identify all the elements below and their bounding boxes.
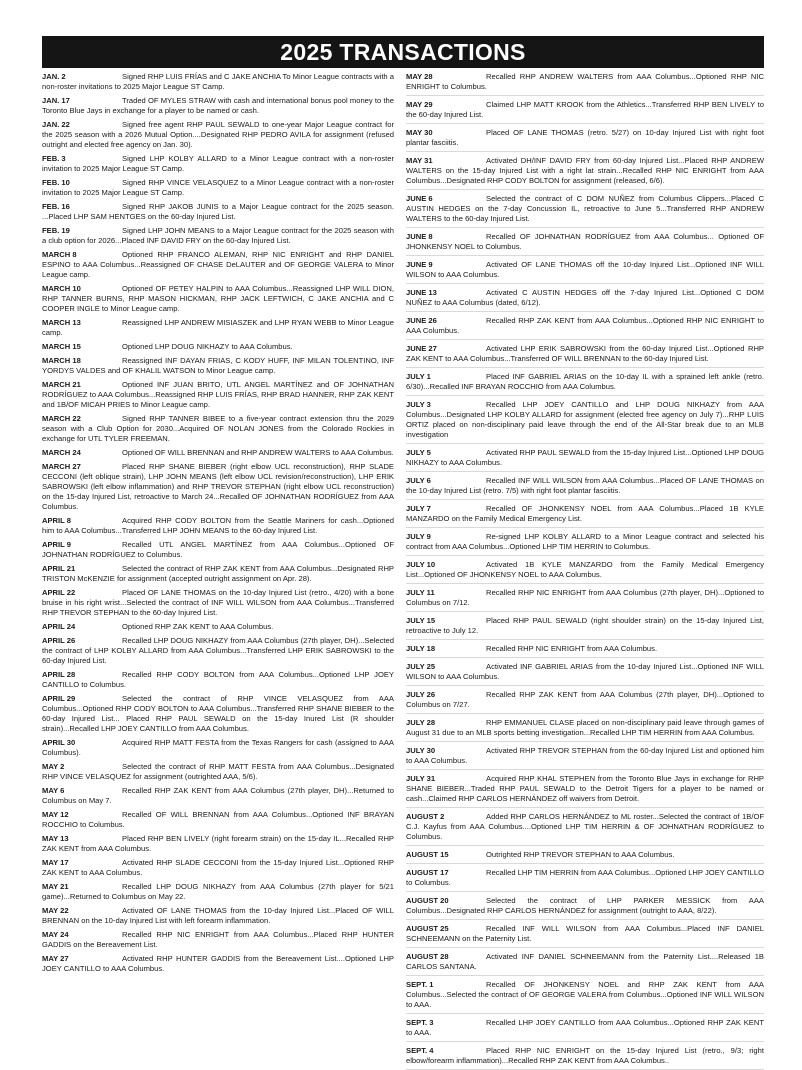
transaction-date: MAY 22 — [42, 906, 69, 915]
transaction-text: Recalled OF WILL BRENNAN from AAA Columbus...Optioned INF BRAYAN ROCCHIO to Columbus. — [42, 810, 394, 829]
transaction-text: Signed LHP JOHN MEANS to a Major League contract for the 2025 season with a club option for 2026...Placed INF DAVID FRY on the 60-day Injured List. — [42, 226, 394, 245]
transaction-text: Reassigned INF DAYAN FRIAS, C KODY HUFF, INF MILAN TOLENTINO, INF YORDYS VALDES and OF KHALIL WATSON to Minor League camp. — [42, 356, 394, 375]
transaction-date: JUNE 9 — [406, 260, 433, 269]
transaction-date: JUNE 8 — [406, 232, 433, 241]
transaction-entry — [42, 318, 394, 340]
transaction-date: JULY 28 — [406, 718, 436, 727]
transaction-date: SEPT. 4 — [406, 1046, 434, 1055]
transaction-date: MARCH 27 — [42, 462, 81, 471]
transaction-entry — [406, 644, 764, 658]
transaction-date: JULY 9 — [406, 532, 431, 541]
transaction-date: JUNE 27 — [406, 344, 437, 353]
transaction-entry — [406, 616, 764, 640]
transaction-entry — [42, 738, 394, 760]
transaction-entry — [406, 232, 764, 256]
transaction-date: MAY 27 — [42, 954, 69, 963]
transaction-date: AUGUST 15 — [406, 850, 449, 859]
transaction-date: APRIL 9 — [42, 540, 71, 549]
transaction-text: Activated DH/INF DAVID FRY from 60-day Injured List...Placed RHP ANDREW WALTERS on the 15-day Injured List with a right lat strain...Recalled RHP NIC ENRIGHT from AAA Columbus...Designated RHP CODY BOLTON for assignment (released, 6/6). — [406, 156, 764, 185]
transaction-text: Activated RHP SLADE CECCONI from the 15-day Injured List...Optioned RHP ZAK KENT to AAA Columbus. — [42, 858, 394, 877]
transaction-entry — [42, 588, 394, 620]
transaction-entry — [406, 924, 764, 948]
transaction-date: MAY 21 — [42, 882, 69, 891]
transaction-text: Recalled OF JOHNATHAN RODRÍGUEZ from AAA Columbus... Optioned OF JHONKENSY NOEL to Columbus. — [406, 232, 764, 251]
transaction-entry — [406, 746, 764, 770]
transaction-date: AUGUST 2 — [406, 812, 445, 821]
transaction-date: MARCH 22 — [42, 414, 81, 423]
transaction-entry — [406, 588, 764, 612]
transaction-text: Recalled LHP DOUG NIKHAZY from AAA Columbus (27th player, DH)...Selected the contract of LHP KOLBY ALLARD from AAA Columbus...Transferred LHP ERIK SABROWSKI to the 60-day Injured List. — [42, 636, 394, 665]
transaction-text: Recalled UTL ANGEL MARTÍNEZ from AAA Columbus...Optioned OF JOHNATHAN RODRÍGUEZ to Columbus. — [42, 540, 394, 559]
transaction-text: Re-signed LHP KOLBY ALLARD to a Minor League contract and selected his contract from AAA Columbus...Optioned LHP TIM HERRIN to Columbus. — [406, 532, 764, 551]
transaction-text: Selected the contract of LHP PARKER MESSICK from AAA Columbus...Designated RHP CARLOS HERNÁNDEZ for assignment (outright to AAA, 8/22). — [406, 896, 764, 915]
transaction-date: JUNE 6 — [406, 194, 433, 203]
transaction-date: MARCH 13 — [42, 318, 81, 327]
transaction-date: MARCH 21 — [42, 380, 81, 389]
transactions-column-left — [42, 72, 394, 1012]
transaction-entry — [406, 156, 764, 190]
transaction-entry — [42, 540, 394, 562]
transaction-entry — [406, 850, 764, 864]
transaction-date: MARCH 15 — [42, 342, 81, 351]
transaction-text: Acquired RHP KHAL STEPHEN from the Toronto Blue Jays in exchange for RHP SHANE BIEBER...Traded RHP PAUL SEWALD to the Detroit Tigers for a player to be named or cash...Claimed RHP CARLOS HERNÁNDEZ off waivers from Detroit. — [406, 774, 764, 803]
transaction-text: Optioned LHP DOUG NIKHAZY to AAA Columbus. — [122, 342, 293, 351]
transaction-date: JULY 26 — [406, 690, 436, 699]
transaction-date: MAY 13 — [42, 834, 69, 843]
transaction-date: MAY 17 — [42, 858, 69, 867]
transaction-date: AUGUST 17 — [406, 868, 449, 877]
transaction-text: Added RHP CARLOS HERNÁNDEZ to ML roster...Selected the contract of 1B/OF C.J. Kayfus from AAA Columbus....Optioned LHP TIM HERRIN & OF JOHNATHAN RODRÍGUEZ to Columbus. — [406, 812, 764, 841]
transaction-entry — [406, 662, 764, 686]
transaction-text: Acquired RHP MATT FESTA from the Texas Rangers for cash (assigned to AAA Columbus). — [42, 738, 394, 757]
transaction-date: MARCH 10 — [42, 284, 81, 293]
transaction-text: Activated OF LANE THOMAS from the 10-day Injured List...Placed OF WILL BRENNAN on the 10-day Injured List with left forearm inflammation. — [42, 906, 394, 925]
transaction-date: APRIL 8 — [42, 516, 71, 525]
transaction-entry — [406, 690, 764, 714]
transaction-text: Acquired RHP CODY BOLTON from the Seattle Mariners for cash...Optioned him to AAA Columbus...Transferred LHP JOHN MEANS to the 60-day Injured List. — [42, 516, 394, 535]
transaction-date: FEB. 3 — [42, 154, 66, 163]
transaction-text: Recalled RHP ZAK KENT from AAA Columbus (27th player, DH)...Optioned to Columbus on 7/27. — [406, 690, 764, 709]
transaction-date: MAY 30 — [406, 128, 433, 137]
transaction-entry — [406, 1046, 764, 1070]
transaction-text: Recalled RHP CODY BOLTON from AAA Columbus...Optioned LHP JOEY CANTILLO to Columbus. — [42, 670, 394, 689]
transaction-text: Recalled LHP TIM HERRIN from AAA Columbus...Optioned LHP JOEY CANTILLO to Columbus. — [406, 868, 764, 887]
transaction-entry — [42, 954, 394, 976]
transaction-date: MAY 12 — [42, 810, 69, 819]
transaction-entry — [42, 96, 394, 118]
transaction-entry — [42, 786, 394, 808]
transaction-entry — [42, 342, 394, 354]
transaction-date: AUGUST 28 — [406, 952, 449, 961]
transaction-text: Recalled LHP JOEY CANTILLO and LHP DOUG NIKHAZY from AAA Columbus...Designated LHP KOLBY ALLARD for assignment (elected free agency on July 7)...RHP LUIS ORTIZ placed on non-disciplinary paid leave through the end of the All-Star break due to an MLB investigation — [406, 400, 764, 439]
transaction-date: JULY 15 — [406, 616, 436, 625]
transactions-column-right — [406, 72, 764, 1065]
transaction-text: Reassigned LHP ANDREW MISIASZEK and LHP RYAN WEBB to Minor League camp. — [42, 318, 394, 337]
transaction-text: Signed free agent RHP PAUL SEWALD to one-year Major League contract for the 2025 season with a 2026 Mutual Option....Designated RHP PEDRO AVILA for assignment (refused outright and elected free agency on Jan. 30). — [42, 120, 394, 149]
transaction-entry — [42, 414, 394, 446]
transaction-date: JUNE 13 — [406, 288, 437, 297]
transaction-entry — [406, 1018, 764, 1042]
transaction-entry — [406, 980, 764, 1014]
transaction-entry — [42, 762, 394, 784]
transaction-entry — [406, 128, 764, 152]
transaction-text: Signed RHP LUIS FRÍAS and C JAKE ANCHIA To Minor League contracts with a non-roster invitations to 2025 Major League ST Camp. — [42, 72, 394, 91]
transaction-date: JAN. 22 — [42, 120, 70, 129]
transaction-date: MAY 2 — [42, 762, 65, 771]
transaction-text: Selected the contract of RHP ZAK KENT from AAA Columbus...Designated RHP TRISTON McKENZIE for assignment (accepted outright assignment on Apr. 28). — [42, 564, 394, 583]
transaction-text: Placed OF LANE THOMAS (retro. 5/27) on 10-day Injured List with right foot plantar fasciitis. — [406, 128, 764, 147]
transaction-text: Recalled RHP ZAK KENT from AAA Columbus (27th player, DH)...Returned to Columbus on May 7. — [42, 786, 394, 805]
transaction-date: MAY 6 — [42, 786, 65, 795]
transaction-date: MAY 24 — [42, 930, 69, 939]
transaction-entry — [42, 516, 394, 538]
transaction-date: JULY 5 — [406, 448, 431, 457]
transaction-text: Recalled INF WILL WILSON from AAA Columbus...Placed INF DANIEL SCHNEEMANN on the Paternity List. — [406, 924, 764, 943]
transaction-text: RHP EMMANUEL CLASE placed on non-disciplinary paid leave through games of August 31 due to an MLB sports betting investigation...Recalled LHP TIM HERRIN from AAA Columbus. — [406, 718, 764, 737]
transaction-entry — [406, 718, 764, 742]
transaction-text: Selected the contract of RHP MATT FESTA from AAA Columbus...Designated RHP VINCE VELASQUEZ for assignment (outrighted AAA, 5/6). — [42, 762, 394, 781]
transaction-entry — [406, 316, 764, 340]
transaction-date: JULY 31 — [406, 774, 436, 783]
transaction-date: MARCH 18 — [42, 356, 81, 365]
transaction-entry — [42, 154, 394, 176]
transaction-text: Activated RHP HUNTER GADDIS from the Bereavement List....Optioned LHP JOEY CANTILLO to AAA Columbus. — [42, 954, 394, 973]
transaction-entry — [406, 896, 764, 920]
transaction-date: FEB. 16 — [42, 202, 70, 211]
transaction-text: Placed INF GABRIEL ARIAS on the 10-day IL with a sprained left ankle (retro. 6/30)...Recalled INF BRAYAN ROCCHIO from AAA Columbus. — [406, 372, 764, 391]
transaction-text: Claimed LHP MATT KROOK from the Athletics...Transferred RHP BEN LIVELY to the 60-day Injured List. — [406, 100, 764, 119]
transaction-text: Optioned OF WILL BRENNAN and RHP ANDREW WALTERS to AAA Columbus. — [122, 448, 394, 457]
transaction-entry — [406, 952, 764, 976]
transaction-entry — [406, 560, 764, 584]
transaction-text: Activated RHP PAUL SEWALD from the 15-day Injured List...Optioned LHP DOUG NIKHAZY to AAA Columbus. — [406, 448, 764, 467]
transaction-entry — [406, 868, 764, 892]
transaction-text: Optioned RHP ZAK KENT to AAA Columbus. — [122, 622, 274, 631]
transaction-date: MAY 28 — [406, 72, 433, 81]
transaction-text: Placed RHP PAUL SEWALD (right shoulder strain) on the 15-day Injured List, retroactive to July 12. — [406, 616, 764, 635]
transaction-text: Optioned OF PETEY HALPIN to AAA Columbus...Reassigned LHP WILL DION, RHP TANNER BURNS, RHP MASON HICKMAN, RHP JACK LEFTWICH, C JAKE ANCHIA and C COOPER INGLE to Minor League camp. — [42, 284, 394, 313]
transaction-text: Recalled RHP ZAK KENT from AAA Columbus...Optioned RHP NIC ENRIGHT to AAA Columbus. — [406, 316, 764, 335]
transaction-entry — [42, 462, 394, 514]
transaction-entry — [42, 622, 394, 634]
transaction-date: MARCH 8 — [42, 250, 77, 259]
transaction-entry — [42, 284, 394, 316]
transaction-date: JULY 3 — [406, 400, 431, 409]
transaction-text: Recalled OF JHONKENSY NOEL from AAA Columbus...Placed 1B KYLE MANZARDO on the Family Medical Emergency List. — [406, 504, 764, 523]
transaction-entry — [406, 72, 764, 96]
transaction-entry — [42, 178, 394, 200]
transaction-entry — [42, 882, 394, 904]
transaction-date: FEB. 19 — [42, 226, 70, 235]
transaction-date: JULY 7 — [406, 504, 431, 513]
transaction-text: Placed RHP BEN LIVELY (right forearm strain) on the 15-day IL...Recalled RHP ZAK KENT from AAA Columbus. — [42, 834, 394, 853]
transaction-entry — [42, 834, 394, 856]
transaction-date: JUNE 26 — [406, 316, 437, 325]
transaction-date: JAN. 17 — [42, 96, 70, 105]
transaction-entry — [42, 202, 394, 224]
transaction-date: APRIL 22 — [42, 588, 76, 597]
transaction-text: Recalled OF JHONKENSY NOEL and RHP ZAK KENT from AAA Columbus...Selected the contract of OF GEORGE VALERA from Columbus...Optioned INF WILL WILSON to AAA. — [406, 980, 764, 1009]
transaction-text: Placed OF LANE THOMAS on the 10-day Injured List (retro., 4/20) with a bone bruise in his right wrist...Selected the contract of INF WILL WILSON from AAA Columbus...Transferred RHP TREVOR STEPHAN to the 60-day Injured List. — [42, 588, 394, 617]
transaction-entry — [42, 72, 394, 94]
transaction-text: Optioned RHP FRANCO ALEMAN, RHP NIC ENRIGHT and RHP DANIEL ESPINO to AAA Columbus...Reassigned OF CHASE DeLAUTER and OF GEORGE VALERA to Minor League camp. — [42, 250, 394, 279]
transaction-date: APRIL 30 — [42, 738, 76, 747]
transaction-entry — [406, 774, 764, 808]
transaction-text: Recalled RHP NIC ENRIGHT from AAA Columbus (27th player, DH)...Optioned to Columbus on 7/12. — [406, 588, 764, 607]
transaction-text: Signed LHP KOLBY ALLARD to a Minor League contract with a non-roster invitation to 2025 Major League ST Camp. — [42, 154, 394, 173]
transaction-entry — [406, 260, 764, 284]
transaction-entry — [42, 810, 394, 832]
transaction-text: Selected the contract of C DOM NUÑEZ from Columbus Clippers...Placed C AUSTIN HEDGES on the 7-day Concussion IL, retroactive to June 5...Transferred RHP ANDREW WALTERS to the 60-day Injured List. — [406, 194, 764, 223]
transaction-entry — [406, 812, 764, 846]
transaction-entry — [42, 448, 394, 460]
transaction-entry — [406, 100, 764, 124]
transaction-date: MAY 31 — [406, 156, 433, 165]
transaction-entry — [42, 906, 394, 928]
transaction-entry — [42, 380, 394, 412]
transaction-date: JULY 1 — [406, 372, 431, 381]
transaction-text: Activated 1B KYLE MANZARDO from the Family Medical Emergency List...Optioned OF JHONKENSY NOEL to AAA Columbus. — [406, 560, 764, 579]
transaction-entry — [42, 858, 394, 880]
transaction-text: Recalled LHP DOUG NIKHAZY from AAA Columbus (27th player for 5/21 game)...Returned to Columbus on May 22. — [42, 882, 394, 901]
transaction-date: AUGUST 20 — [406, 896, 449, 905]
transaction-date: AUGUST 25 — [406, 924, 449, 933]
transaction-text: Selected the contract of RHP VINCE VELASQUEZ from AAA Columbus...Optioned RHP CODY BOLTON to AAA Columbus...Transferred RHP SHANE BIEBER to the 60-day Injured List... Placed RHP PAUL SEWALD on the 15-day Inured List (R shoulder strain)...Recalled LHP JOEY CANTILLO from AAA Columbus. — [42, 694, 394, 733]
transaction-date: JULY 18 — [406, 644, 436, 653]
transaction-text: Recalled INF WILL WILSON from AAA Columbus...Placed OF LANE THOMAS on the 10-day Injured List (retro. 7/5) with right foot plantar fasciitis. — [406, 476, 764, 495]
transaction-entry — [42, 670, 394, 692]
transaction-date: JULY 10 — [406, 560, 436, 569]
transaction-entry — [406, 372, 764, 396]
transaction-entry — [42, 356, 394, 378]
transaction-entry — [42, 226, 394, 248]
transaction-text: Activated C AUSTIN HEDGES off the 7-day Injured List...Optioned C DOM NUÑEZ to AAA Columbus (dated, 6/12). — [406, 288, 764, 307]
transaction-date: SEPT. 1 — [406, 980, 434, 989]
transaction-entry — [42, 930, 394, 952]
transaction-entry — [406, 288, 764, 312]
transaction-entry — [406, 344, 764, 368]
transaction-date: JAN. 2 — [42, 72, 66, 81]
transaction-text: Recalled LHP JOEY CANTILLO from AAA Columbus...Optioned RHP ZAK KENT to AAA. — [406, 1018, 764, 1037]
transaction-date: APRIL 28 — [42, 670, 76, 679]
transaction-text: Activated RHP TREVOR STEPHAN from the 60-day Injured List and optioned him to AAA Columbus. — [406, 746, 764, 765]
transaction-text: Placed RHP NIC ENRIGHT on the 15-day Injured List (retro., 9/3; right elbow/forearm inflammation)...Recalled RHP ZAK KENT from AAA Columbus.. — [406, 1046, 764, 1065]
transaction-date: APRIL 29 — [42, 694, 76, 703]
transaction-date: MAY 29 — [406, 100, 433, 109]
page-title: 2025 TRANSACTIONS — [42, 36, 764, 68]
transaction-text: Signed RHP JAKOB JUNIS to a Major League contract for the 2025 season. ...Placed LHP SAM HENTGES on the 60-day Injured List. — [42, 202, 394, 221]
transaction-entry — [42, 636, 394, 668]
transaction-entry — [406, 504, 764, 528]
transaction-text: Signed RHP VINCE VELASQUEZ to a Minor League contract with a non-roster invitation to 2025 Major League ST Camp. — [42, 178, 394, 197]
transaction-entry — [42, 564, 394, 586]
transaction-text: Recalled RHP ANDREW WALTERS from AAA Columbus...Optioned RHP NIC ENRIGHT to Columbus. — [406, 72, 764, 91]
transaction-date: FEB. 10 — [42, 178, 70, 187]
transaction-date: JULY 6 — [406, 476, 431, 485]
transaction-date: APRIL 26 — [42, 636, 76, 645]
transaction-date: APRIL 21 — [42, 564, 76, 573]
transaction-date: JULY 25 — [406, 662, 436, 671]
transaction-entry — [406, 194, 764, 228]
transaction-entry — [406, 476, 764, 500]
transaction-entry — [42, 250, 394, 282]
transaction-text: Activated INF DANIEL SCHNEEMANN from the Paternity List....Released 1B CARLOS SANTANA. — [406, 952, 764, 971]
transaction-date: JULY 11 — [406, 588, 435, 597]
transaction-entry — [406, 448, 764, 472]
transaction-text: Outrighted RHP TREVOR STEPHAN to AAA Columbus. — [486, 850, 675, 859]
transaction-text: Optioned INF JUAN BRITO, UTL ANGEL MARTÍNEZ and OF JOHNATHAN RODRÍGUEZ to AAA Columbus...Reassigned RHP LUIS FRÍAS, RHP BRAD HANNER, RHP ZAK KENT and 1B/OF MICAH PRIES to Minor League camp. — [42, 380, 394, 409]
transaction-date: APRIL 24 — [42, 622, 76, 631]
transaction-entry — [406, 400, 764, 444]
transaction-entry — [406, 532, 764, 556]
transaction-text: Recalled RHP NIC ENRIGHT from AAA Columbus. — [486, 644, 658, 653]
transaction-text: Activated INF GABRIEL ARIAS from the 10-day Injured List...Optioned INF WILL WILSON to AAA Columbus. — [406, 662, 764, 681]
transaction-date: SEPT. 3 — [406, 1018, 434, 1027]
transaction-date: JULY 30 — [406, 746, 436, 755]
transaction-text: Activated OF LANE THOMAS off the 10-day Injured List...Optioned INF WILL WILSON to AAA Columbus. — [406, 260, 764, 279]
transaction-text: Recalled RHP NIC ENRIGHT from AAA Columbus...Placed RHP HUNTER GADDIS on the Bereavement List. — [42, 930, 394, 949]
transaction-entry — [42, 120, 394, 152]
transaction-text: Placed RHP SHANE BIEBER (right elbow UCL reconstruction), RHP SLADE CECCONI (left oblique strain), LHP JOHN MEANS (left elbow UCL revision/reconstruction), LHP ERIK SABROWSKI (left elbow inflammation) and RHP TREVOR STEPHAN (right elbow UCL reconstruction) on the 15-day Injured List, retroactive to March 24...Recalled OF JOHNATHAN RODRÍGUEZ from AAA Columbus. — [42, 462, 394, 511]
transaction-date: MARCH 24 — [42, 448, 81, 457]
transaction-entry — [42, 694, 394, 736]
transaction-text: Activated LHP ERIK SABROWSKI from the 60-day Injured List...Optioned RHP ZAK KENT to AAA Columbus...Transferred OF WILL BRENNAN to the 60-day Injured List. — [406, 344, 764, 363]
transaction-text: Traded OF MYLES STRAW with cash and international bonus pool money to the Toronto Blue Jays in exchange for a player to be named or cash. — [42, 96, 394, 115]
transaction-text: Signed RHP TANNER BIBEE to a five-year contract extension thru the 2029 season with a Club Option for 2030...Acquired OF NOLAN JONES from the Colorado Rockies in exchange for UTL TYLER FREEMAN. — [42, 414, 394, 443]
